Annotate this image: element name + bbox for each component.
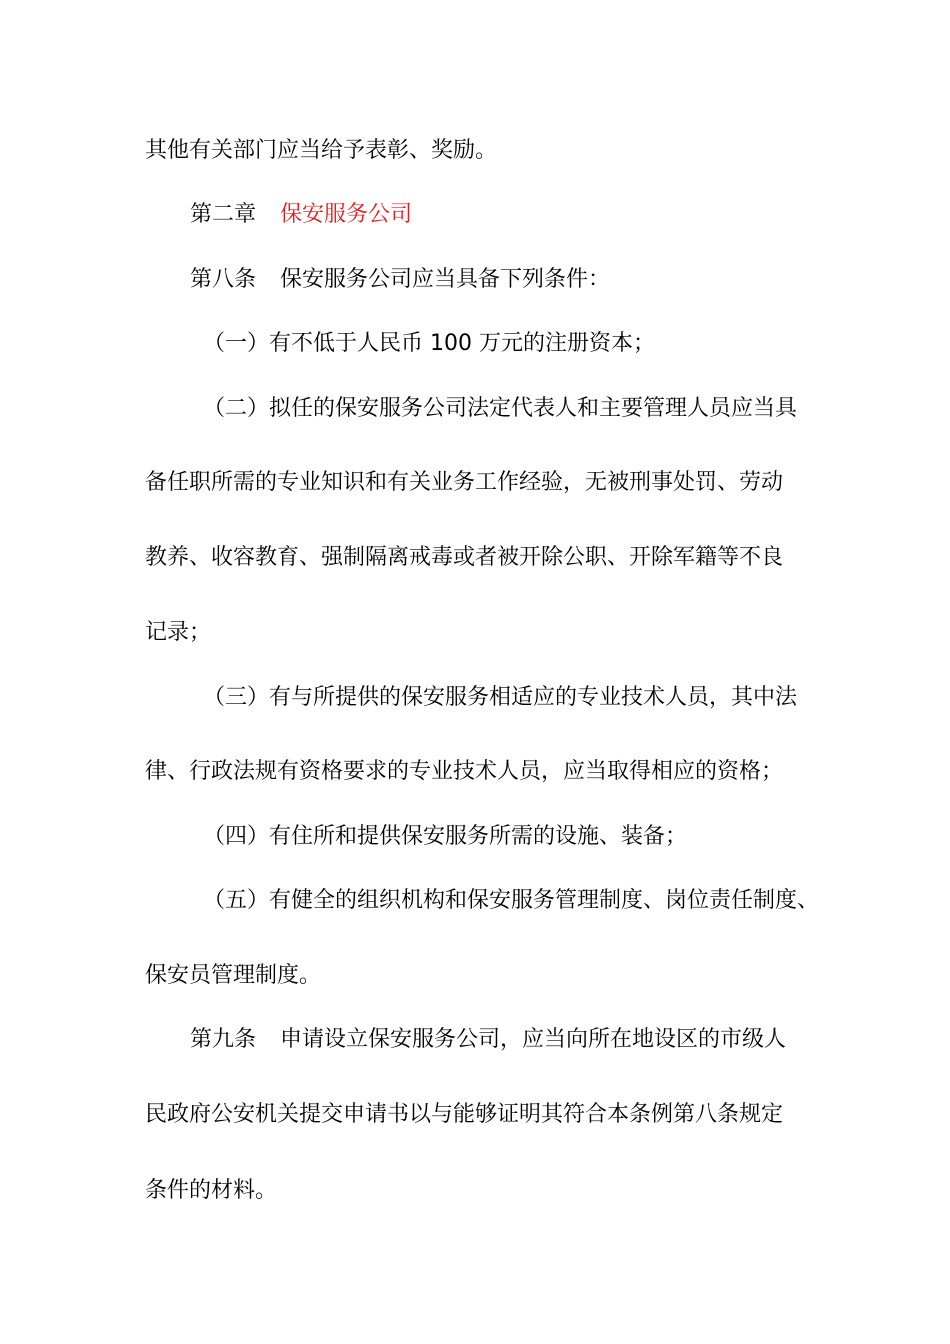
text-line: 条件的材料。: [145, 1178, 278, 1203]
text-line: （五）有健全的组织机构和保安服务管理制度、岗位责任制度、: [203, 888, 820, 913]
list-item: [203, 886, 819, 916]
paragraph-line: [145, 468, 783, 498]
list-item: [203, 394, 797, 424]
list-item: [203, 329, 655, 359]
text-line: 律、行政法规有资格要求的专业技术人员，应当取得相应的资格；: [145, 759, 784, 784]
text-line: 保安员管理制度。: [145, 963, 322, 988]
article-number: 第九条: [190, 1027, 257, 1052]
article-heading: [190, 265, 610, 295]
paragraph-line: [145, 1176, 277, 1206]
paragraph-line: [145, 961, 321, 991]
text-line: 记录；: [145, 620, 212, 645]
text-line: 其他有关部门应当给予表彰、奖励。: [145, 138, 498, 163]
list-item: [203, 683, 797, 713]
article-text: 申请设立保安服务公司，应当向所在地设区的市级人: [280, 1027, 787, 1052]
text-line: 民政府公安机关提交申请书以与能够证明其符合本条例第八条规定: [145, 1102, 784, 1127]
list-item: [203, 822, 687, 852]
text-line: 教养、收容教育、强制隔离戒毒或者被开除公职、开除军籍等不良: [145, 545, 784, 570]
article-heading: [190, 1025, 786, 1055]
text-line: （二）拟任的保安服务公司法定代表人和主要管理人员应当具: [203, 396, 798, 421]
chapter-label: 第二章: [190, 202, 257, 227]
article-number: 第八条: [190, 267, 257, 292]
paragraph-line: [145, 618, 211, 648]
paragraph-line: [145, 136, 497, 166]
chapter-heading: [190, 200, 412, 230]
article-text: 保安服务公司应当具备下列条件：: [280, 267, 611, 292]
paragraph-line: [145, 757, 783, 787]
text-line: （一）有不低于人民币 100 万元的注册资本；: [203, 331, 655, 356]
paragraph-line: [145, 1100, 783, 1130]
text-line: （三）有与所提供的保安服务相适应的专业技术人员，其中法: [203, 685, 798, 710]
text-line: （四）有住所和提供保安服务所需的设施、装备；: [203, 824, 688, 849]
text-line: 备任职所需的专业知识和有关业务工作经验，无被刑事处罚、劳动: [145, 470, 784, 495]
paragraph-line: [145, 543, 783, 573]
chapter-title: 保安服务公司: [280, 202, 413, 227]
